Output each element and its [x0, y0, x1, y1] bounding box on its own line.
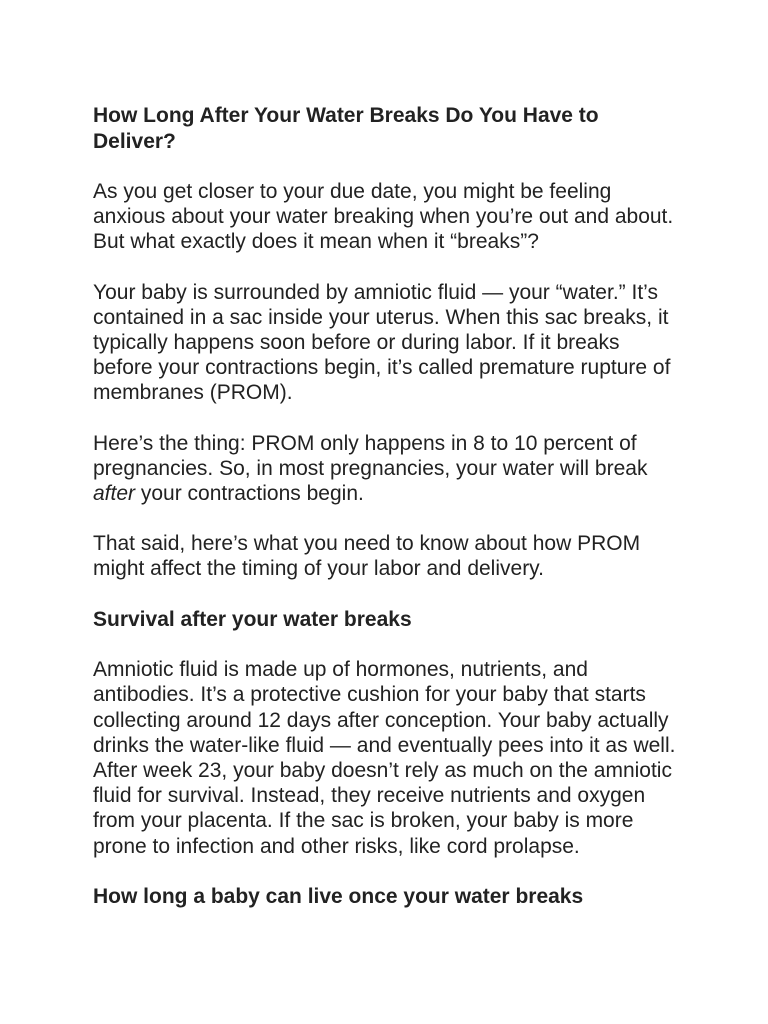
prom-frequency-paragraph — [93, 431, 683, 507]
survival-paragraph: Amniotic fluid is made up of hormones, nutrients, and antibodies. It’s a protective cushion for your baby that starts collecting around 12 days after conception. Your baby actually drinks the water-like fluid — and eventually pees into it as well. After week 23, your baby doesn’t rely as much on the amniotic fluid for survival. Instead, they receive nutrients and oxygen from your placenta. If the sac is broken, your baby is more prone to infection and other risks, like cord prolapse. — [93, 658, 676, 858]
prom-frequency-emphasis: after — [93, 482, 136, 506]
timing-paragraph: That said, here’s what you need to know about how PROM might affect the timing of your labor and delivery. — [93, 532, 641, 581]
prom-frequency-text-after: your contractions begin. — [135, 482, 364, 506]
intro-paragraph: As you get closer to your due date, you might be feeling anxious about your water breaking when you’re out and about. But what exactly does it mean when it “breaks”? — [93, 180, 674, 254]
amniotic-fluid-paragraph: Your baby is surrounded by amniotic fluid — your “water.” It’s contained in a sac inside your uterus. When this sac breaks, it typically happens soon before or during labor. If it breaks before your contractions begin, it’s called premature rupture of membranes (PROM). — [93, 280, 671, 405]
document-page — [93, 103, 683, 909]
survival-heading: Survival after your water breaks — [93, 607, 412, 631]
baby-survival-heading: How long a baby can live once your water breaks — [93, 884, 584, 908]
article-title: How Long After Your Water Breaks Do You Have to Deliver? — [93, 104, 599, 153]
prom-frequency-text-before: Here’s the thing: PROM only happens in 8 to 10 percent of pregnancies. So, in most pregnancies, your water will break — [93, 431, 648, 480]
